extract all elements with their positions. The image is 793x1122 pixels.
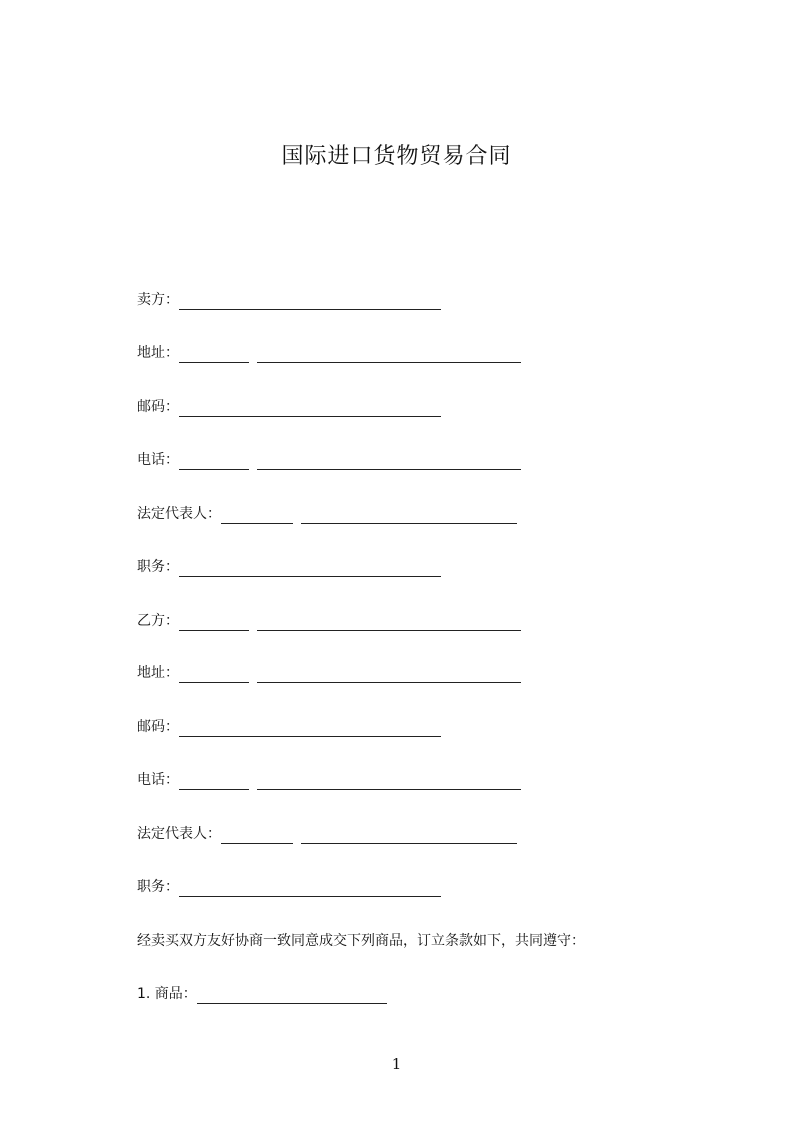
seller-postcode-label: 邮码： [137, 399, 179, 415]
seller-legal-rep-blank-1[interactable] [221, 509, 293, 524]
buyer-legal-rep-blank-1[interactable] [221, 829, 293, 844]
buyer-position-blank[interactable] [179, 882, 441, 897]
seller-position-label: 职务： [137, 559, 179, 575]
buyer-address-blank-1[interactable] [179, 668, 249, 683]
clause-1-label: 1. 商品： [137, 986, 197, 1002]
seller-legal-rep-label: 法定代表人： [137, 506, 221, 522]
buyer-postcode-label: 邮码： [137, 719, 179, 735]
seller-address-blank-2[interactable] [257, 348, 521, 363]
seller-address-blank-1[interactable] [179, 348, 249, 363]
seller-party-line [137, 290, 441, 310]
buyer-address-label: 地址： [137, 665, 179, 681]
clause-1-blank[interactable] [197, 989, 387, 1004]
buyer-phone-blank-2[interactable] [257, 775, 521, 790]
seller-postcode-blank[interactable] [179, 402, 441, 417]
buyer-legal-rep-blank-2[interactable] [301, 829, 517, 844]
buyer-legal-rep-line [137, 824, 517, 844]
buyer-party-label: 乙方： [137, 613, 179, 629]
seller-party-label: 卖方： [137, 292, 179, 308]
seller-legal-rep-line [137, 504, 517, 524]
buyer-position-label: 职务： [137, 879, 179, 895]
seller-phone-line [137, 450, 521, 470]
seller-party-blank[interactable] [179, 295, 441, 310]
buyer-position-line [137, 877, 441, 897]
buyer-phone-line [137, 770, 521, 790]
seller-phone-blank-2[interactable] [257, 455, 521, 470]
contract-intro: 经卖买双方友好协商一致同意成交下列商品，订立条款如下，共同遵守： [137, 933, 585, 949]
buyer-address-blank-2[interactable] [257, 668, 521, 683]
seller-phone-label: 电话： [137, 452, 179, 468]
buyer-phone-label: 电话： [137, 772, 179, 788]
page-number: 1 [391, 1055, 402, 1073]
document-title: 国际进口货物贸易合同 [281, 144, 512, 169]
seller-position-line [137, 557, 441, 577]
seller-address-line [137, 343, 521, 363]
seller-legal-rep-blank-2[interactable] [301, 509, 517, 524]
clause-1-line [137, 984, 387, 1004]
seller-postcode-line [137, 397, 441, 417]
seller-position-blank[interactable] [179, 562, 441, 577]
buyer-party-blank-2[interactable] [257, 616, 521, 631]
seller-phone-blank-1[interactable] [179, 455, 249, 470]
buyer-party-line [137, 611, 521, 631]
buyer-phone-blank-1[interactable] [179, 775, 249, 790]
buyer-postcode-line [137, 717, 441, 737]
seller-address-label: 地址： [137, 345, 179, 361]
buyer-postcode-blank[interactable] [179, 722, 441, 737]
buyer-legal-rep-label: 法定代表人： [137, 826, 221, 842]
buyer-address-line [137, 663, 521, 683]
buyer-party-blank-1[interactable] [179, 616, 249, 631]
